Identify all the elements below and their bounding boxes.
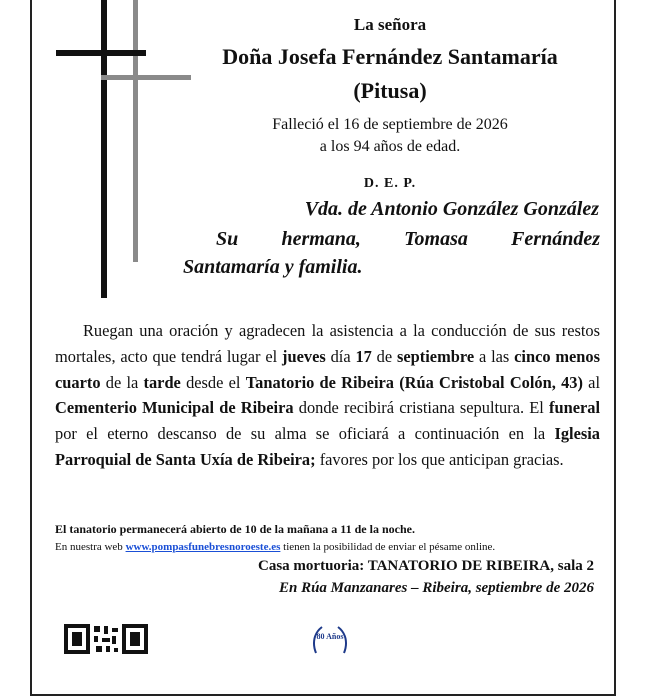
- web-condolences: En nuestra web www.pompasfunebresnoroeste.es tienen la posibilidad de enviar el pésame online.: [55, 541, 496, 553]
- casa-mortuoria: Casa mortuoria: TANATORIO DE RIBEIRA, sala 2: [258, 558, 594, 574]
- deceased-name: Doña Josefa Fernández Santamaría: [222, 44, 558, 69]
- tanatorio-hours: El tanatorio permanecerá abierto de 10 de la mañana a 11 de la noche.: [55, 522, 415, 536]
- website-link[interactable]: www.pompasfunebresnoroeste.es: [125, 541, 281, 553]
- rip-text: D. E. P.: [363, 176, 417, 191]
- anniversary-seal-icon: [310, 625, 350, 655]
- family-line-3: Santamaría y familia.: [183, 256, 363, 278]
- family-line-2: Su hermana, Tomasa Fernández: [216, 228, 600, 250]
- death-date: Falleció el 16 de septiembre de 2026: [272, 116, 508, 133]
- place-date: En Rúa Manzanares – Ribeira, septiembre de 2026: [278, 580, 594, 596]
- deceased-nickname: (Pitusa): [353, 78, 427, 103]
- intro-text: La señora: [353, 15, 427, 34]
- age-at-death: a los 94 años de edad.: [319, 138, 461, 155]
- family-line-1: Vda. de Antonio González González: [304, 198, 599, 220]
- cross-icon: [56, 0, 146, 300]
- seal-text: 80 Años: [316, 632, 344, 641]
- ceremony-details: Ruegan una oración y agradecen la asistencia a la conducción de sus restos mortales, acto que tendrá lugar el jueves día 17 de septiembre a las cinco menos cuarto de la tarde desde el Tanatorio de Ribeira (Rúa Cristobal Colón, 43) al Cementerio Municipal de Ribeira donde recibirá cristiana sepultura. El funeral por el eterno descanso de su alma se oficiará a continuación en la Iglesia Parroquial de Santa Uxía de Ribeira; favores por los que anticipan gracias.: [55, 321, 601, 469]
